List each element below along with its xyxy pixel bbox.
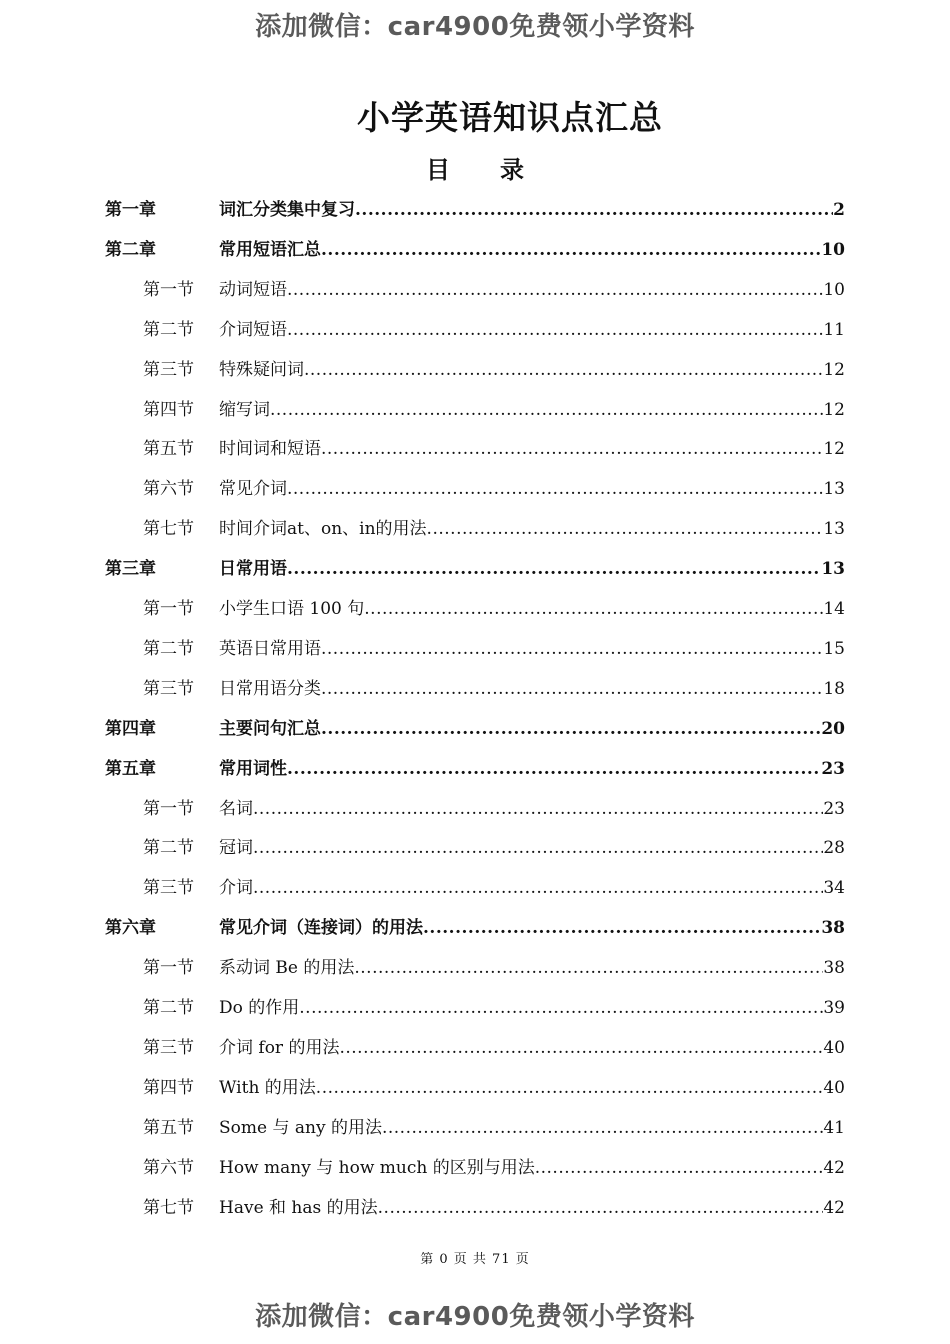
toc-dot-leader xyxy=(304,356,823,384)
toc-dot-leader xyxy=(535,1154,824,1182)
toc-heading xyxy=(0,150,950,185)
page-footer: 第 0 页 共 71 页 xyxy=(420,1252,530,1267)
toc-title: 时间词和短语 xyxy=(219,439,321,460)
toc-page-number: 13 xyxy=(823,519,845,540)
toc-section-row[interactable] xyxy=(0,1154,950,1182)
toc-dot-leader xyxy=(339,1034,823,1062)
toc-dot-leader xyxy=(253,795,823,823)
toc-dot-leader xyxy=(287,316,823,344)
toc-number: 第七节 xyxy=(143,1197,194,1218)
toc-number: 第二节 xyxy=(143,319,194,340)
toc-title: 缩写词 xyxy=(219,399,270,420)
toc-dot-leader xyxy=(354,954,823,982)
toc-section-row[interactable] xyxy=(0,994,950,1022)
toc-page-number: 40 xyxy=(823,1077,845,1098)
toc-chapter-row[interactable] xyxy=(0,236,950,264)
toc-page-number: 41 xyxy=(823,1117,845,1138)
toc-section-row[interactable] xyxy=(0,635,950,663)
toc-section-row[interactable] xyxy=(0,1194,950,1222)
toc-chapter-row[interactable] xyxy=(0,555,950,583)
toc-section-row[interactable] xyxy=(0,595,950,623)
toc-dot-leader xyxy=(287,276,823,304)
toc-page-number: 20 xyxy=(821,718,845,739)
toc-dot-leader xyxy=(423,914,821,942)
toc-title: 英语日常用语 xyxy=(219,638,321,659)
toc-section-row[interactable] xyxy=(0,874,950,902)
toc-title: 小学生口语 100 句 xyxy=(219,599,365,619)
toc-chapter-row[interactable] xyxy=(0,715,950,743)
toc-title: Have 和 has 的用法 xyxy=(219,1197,378,1218)
toc-page-number: 10 xyxy=(823,279,845,300)
toc-number: 第二节 xyxy=(143,838,194,859)
toc-page-number: 13 xyxy=(821,559,845,580)
toc-title: 系动词 Be 的用法 xyxy=(219,958,355,979)
watermark-bottom: 添加微信：car4900免费领小学资料 xyxy=(255,1302,695,1332)
toc-page-number: 12 xyxy=(823,439,845,460)
toc-dot-leader xyxy=(382,1114,823,1142)
toc-dot-leader xyxy=(355,196,833,224)
toc-number: 第二节 xyxy=(143,638,194,659)
toc-section-row[interactable] xyxy=(0,316,950,344)
toc-number: 第四章 xyxy=(105,718,156,739)
toc-page-number: 23 xyxy=(821,758,845,779)
toc-section-row[interactable] xyxy=(0,675,950,703)
toc-title: Do 的作用 xyxy=(219,998,300,1018)
toc-title: 名词 xyxy=(219,798,253,819)
toc-title: 常见介词 xyxy=(219,479,287,500)
toc-number: 第三节 xyxy=(143,1037,194,1058)
toc-page-number: 28 xyxy=(823,838,845,859)
toc-chapter-row[interactable] xyxy=(0,196,950,224)
toc-page-number: 18 xyxy=(823,678,845,699)
toc-title: 日常用语分类 xyxy=(219,678,321,699)
toc-dot-leader xyxy=(321,635,823,663)
toc-page-number: 14 xyxy=(823,599,845,619)
toc-title: 常用词性 xyxy=(219,758,287,779)
toc-number: 第六节 xyxy=(143,1157,194,1178)
toc-heading-char-2: 录 xyxy=(500,155,524,184)
watermark-top: 添加微信：car4900免费领小学资料 xyxy=(255,12,695,42)
toc-section-row[interactable] xyxy=(0,1074,950,1102)
toc-number: 第六节 xyxy=(143,479,194,500)
toc-title: 常见介词（连接词）的用法 xyxy=(219,918,423,939)
toc-number: 第一章 xyxy=(105,200,156,220)
toc-title: 特殊疑问词 xyxy=(219,359,304,380)
toc-chapter-row[interactable] xyxy=(0,914,950,942)
toc-number: 第七节 xyxy=(143,519,194,540)
toc-number: 第三节 xyxy=(143,878,194,899)
toc-page-number: 10 xyxy=(821,239,845,260)
toc-number: 第三节 xyxy=(143,678,194,699)
toc-dot-leader xyxy=(364,595,823,623)
toc-number: 第一节 xyxy=(143,798,194,819)
toc-number: 第三章 xyxy=(105,559,156,580)
toc-dot-leader xyxy=(321,675,823,703)
document-title: 小学英语知识点汇总 xyxy=(357,98,663,137)
toc-dot-leader xyxy=(316,1074,824,1102)
toc-section-row[interactable] xyxy=(0,834,950,862)
toc-page-number: 34 xyxy=(823,878,845,899)
toc-dot-leader xyxy=(321,236,821,264)
toc-section-row[interactable] xyxy=(0,1034,950,1062)
toc-number: 第四节 xyxy=(143,1077,194,1098)
toc-page-number: 38 xyxy=(823,958,845,979)
toc-dot-leader xyxy=(321,435,823,463)
toc-dot-leader xyxy=(287,755,821,783)
toc-section-row[interactable] xyxy=(0,356,950,384)
toc-page-number: 38 xyxy=(821,918,845,939)
toc-page-number: 15 xyxy=(823,638,845,659)
toc-page-number: 11 xyxy=(823,319,845,340)
toc-dot-leader xyxy=(287,475,823,503)
toc-section-row[interactable] xyxy=(0,515,950,543)
toc-page-number: 42 xyxy=(823,1157,845,1178)
toc-dot-leader xyxy=(299,994,823,1022)
toc-title: 介词 for 的用法 xyxy=(219,1037,340,1058)
toc-number: 第二章 xyxy=(105,239,156,260)
toc-section-row[interactable] xyxy=(0,475,950,503)
toc-dot-leader xyxy=(427,515,824,543)
toc-title: With 的用法 xyxy=(219,1077,316,1098)
toc-dot-leader xyxy=(321,715,821,743)
toc-number: 第五节 xyxy=(143,439,194,460)
toc-dot-leader xyxy=(287,555,821,583)
toc-page-number: 23 xyxy=(823,798,845,819)
toc-number: 第五节 xyxy=(143,1117,194,1138)
toc-number: 第四节 xyxy=(143,399,194,420)
toc-dot-leader xyxy=(253,874,823,902)
toc-title: How many 与 how much 的区别与用法 xyxy=(219,1157,535,1178)
toc-section-row[interactable] xyxy=(0,1114,950,1142)
toc-section-row[interactable] xyxy=(0,435,950,463)
toc-number: 第五章 xyxy=(105,758,156,779)
toc-dot-leader xyxy=(253,834,823,862)
toc-title: 介词 xyxy=(219,878,253,899)
toc-title: Some 与 any 的用法 xyxy=(219,1117,382,1138)
toc-section-row[interactable] xyxy=(0,795,950,823)
toc-number: 第一节 xyxy=(143,279,194,300)
toc-title: 主要问句汇总 xyxy=(219,718,321,739)
toc-title: 时间介词at、on、in的用法 xyxy=(219,519,427,540)
toc-page-number: 39 xyxy=(823,998,845,1018)
toc-dot-leader xyxy=(378,1194,824,1222)
toc-page-number: 2 xyxy=(833,200,845,220)
toc-number: 第六章 xyxy=(105,918,156,939)
toc-title: 日常用语 xyxy=(219,559,287,580)
toc-number: 第二节 xyxy=(143,998,194,1018)
toc-title: 冠词 xyxy=(219,838,253,859)
toc-title: 介词短语 xyxy=(219,319,287,340)
toc-number: 第三节 xyxy=(143,359,194,380)
toc-chapter-row[interactable] xyxy=(0,755,950,783)
toc-section-row[interactable] xyxy=(0,276,950,304)
toc-page-number: 42 xyxy=(823,1197,845,1218)
toc-number: 第一节 xyxy=(143,599,194,619)
toc-title: 词汇分类集中复习 xyxy=(219,200,355,220)
toc-section-row[interactable] xyxy=(0,954,950,982)
toc-dot-leader xyxy=(270,396,823,424)
toc-page-number: 12 xyxy=(823,399,845,420)
toc-page-number: 12 xyxy=(823,359,845,380)
toc-number: 第一节 xyxy=(143,958,194,979)
toc-heading-char-1: 目 xyxy=(426,155,450,184)
toc-page-number: 40 xyxy=(823,1037,845,1058)
toc-section-row[interactable] xyxy=(0,396,950,424)
toc-page-number: 13 xyxy=(823,479,845,500)
toc-title: 动词短语 xyxy=(219,279,287,300)
toc-title: 常用短语汇总 xyxy=(219,239,321,260)
